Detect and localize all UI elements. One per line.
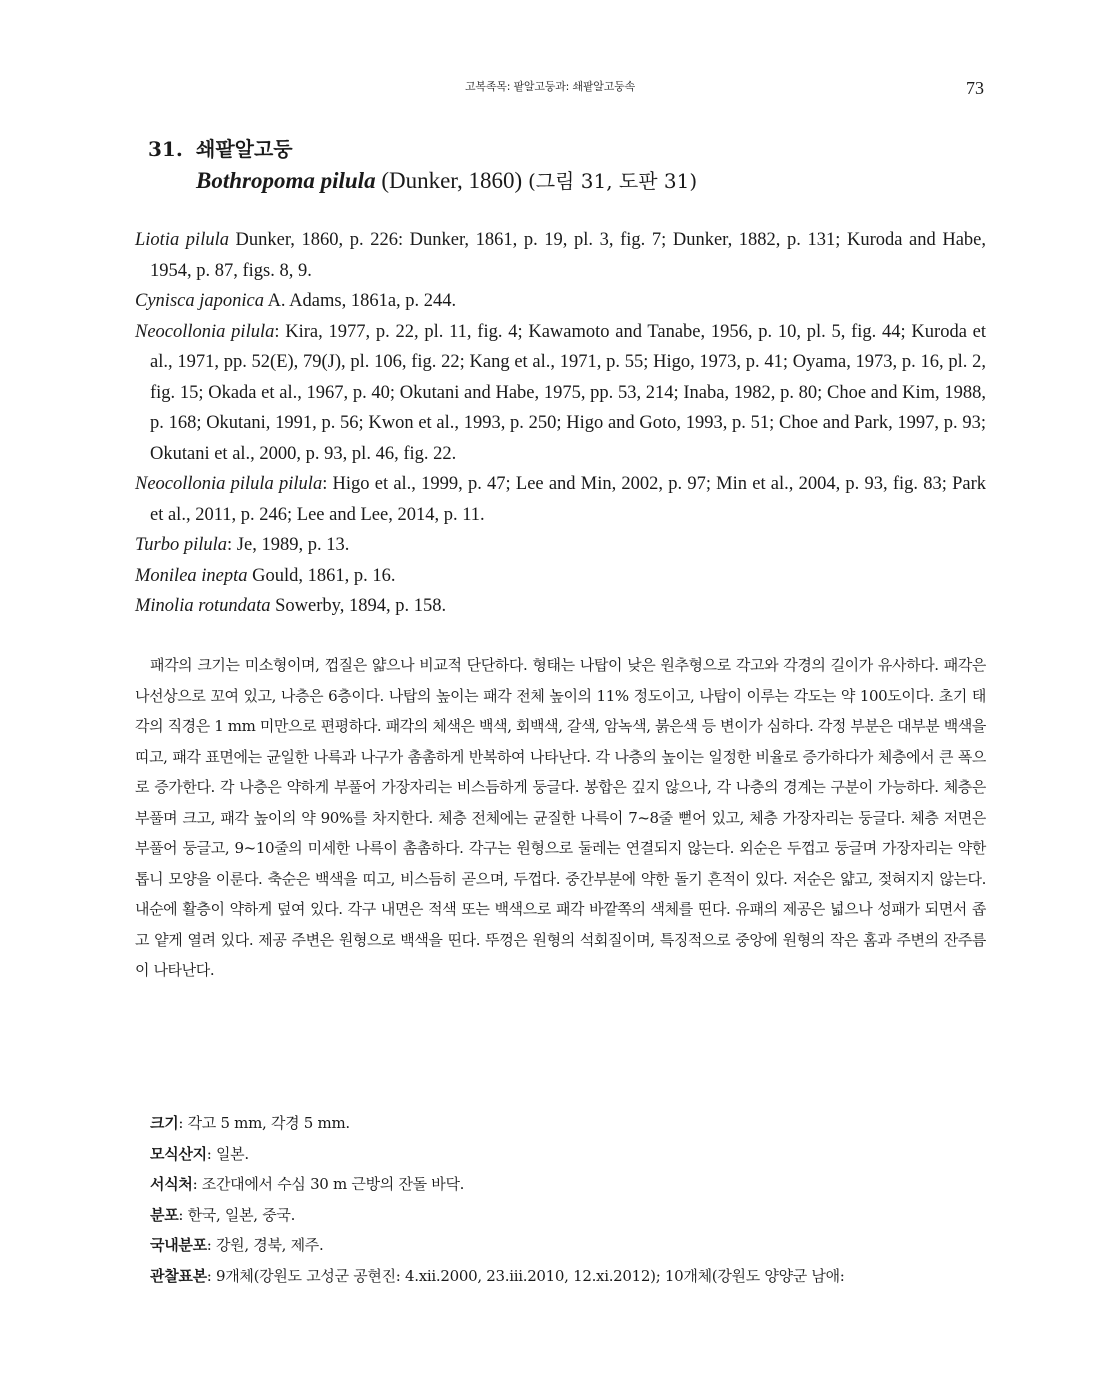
synonym-name: Neocollonia pilula pilula bbox=[135, 474, 323, 494]
synonym-name: Turbo pilula bbox=[135, 535, 228, 555]
fact-label: 모식산지 bbox=[150, 1144, 207, 1163]
fact-label: 국내분포 bbox=[150, 1236, 207, 1254]
synonym-refs: Dunker, 1860, p. 226: Dunker, 1861, p. 19, pl. 3, fig. 7; Dunker, 1882, p. 131; Kuroda and Habe, 1954, p. 87, figs. 8, 9. bbox=[150, 230, 986, 281]
synonym-entry bbox=[135, 317, 986, 470]
species-facts bbox=[150, 1108, 1000, 1291]
fact-label: 크기 bbox=[150, 1114, 179, 1132]
synonym-name: Liotia pilula bbox=[135, 230, 229, 250]
synonym-name: Neocollonia pilula bbox=[135, 321, 275, 342]
fact-value: : 조간대에서 수심 30 m 근방의 잔돌 바닥. bbox=[192, 1175, 465, 1193]
figure-reference: (그림 31, 도판 31) bbox=[527, 169, 698, 193]
fact-value: : 각고 5 mm, 각경 5 mm. bbox=[178, 1114, 350, 1132]
fact-size bbox=[150, 1108, 1000, 1139]
fact-label: 서식처 bbox=[150, 1175, 193, 1193]
fact-label: 분포 bbox=[150, 1205, 179, 1224]
synonym-entry bbox=[135, 225, 986, 286]
synonym-name: Minolia rotundata bbox=[135, 596, 271, 616]
fact-value: : 일본. bbox=[206, 1144, 249, 1163]
synonymy-list bbox=[135, 225, 986, 622]
fact-distribution bbox=[150, 1200, 1000, 1231]
fact-value: : 9개체(강원도 고성군 공현진: 4.xii.2000, 23.iii.2010, 12.xi.2012); 10개체(강원도 양양군 남애: bbox=[206, 1266, 845, 1285]
fact-type-locality bbox=[150, 1139, 1000, 1170]
fact-domestic-distribution bbox=[150, 1230, 1000, 1261]
fact-habitat bbox=[150, 1169, 1000, 1200]
species-title bbox=[148, 134, 998, 198]
species-scientific-name: Bothropoma pilula bbox=[196, 168, 376, 193]
synonym-refs: : Je, 1989, p. 13. bbox=[227, 535, 350, 555]
synonym-refs: : Kira, 1977, p. 22, pl. 11, fig. 4; Kawamoto and Tanabe, 1956, p. 10, pl. 5, fig. 44; Kuroda et al., 1971, pp. 52(E), 79(J), pl. 106, fig. 22; Kang et al., 1971, p. 55; Higo, 1973, p. 41; Oyama, 1973, p. 16, pl. 2, fig. 15; Okada et al., 1967, p. 40; Okutani and Habe, 1975, pp. 53, 214; Inaba, 1982, p. 80; Choe and Kim, 1988, p. 168; Okutani, 1991, p. 56; Kwon et al., 1993, p. 250; Higo and Goto, 1993, p. 51; Choe and Park, 1997, p. 93; Okutani et al., 2000, p. 93, pl. 46, fig. 22. bbox=[150, 321, 987, 464]
synonym-entry bbox=[135, 530, 986, 561]
page-number: 73 bbox=[966, 78, 984, 98]
fact-examined-specimens bbox=[150, 1261, 1000, 1292]
species-authority: (Dunker, 1860) bbox=[375, 168, 528, 193]
synonym-name: Cynisca japonica bbox=[135, 291, 264, 311]
fact-value: : 강원, 경북, 제주. bbox=[206, 1236, 324, 1254]
synonym-name: Monilea inepta bbox=[135, 565, 248, 586]
synonym-entry bbox=[135, 286, 986, 317]
synonym-entry bbox=[135, 591, 986, 622]
running-head: 고복족목: 팥알고둥과: 쇄팥알고둥속 bbox=[465, 80, 635, 93]
species-number: 31. bbox=[148, 137, 183, 161]
synonym-entry bbox=[135, 469, 986, 530]
synonym-refs: A. Adams, 1861a, p. 244. bbox=[263, 291, 457, 311]
fact-label: 관찰표본 bbox=[150, 1266, 207, 1285]
synonym-refs: : Higo et al., 1999, p. 47; Lee and Min, 2002, p. 97; Min et al., 2004, p. 93, fig. 83; Park et al., 2011, p. 246; Lee and Lee, 2014, p. 11. bbox=[150, 474, 986, 525]
synonym-refs: Gould, 1861, p. 16. bbox=[247, 565, 396, 586]
synonym-refs: Sowerby, 1894, p. 158. bbox=[270, 596, 447, 616]
description-paragraph: 패각의 크기는 미소형이며, 껍질은 얇으나 비교적 단단하다. 형태는 나탑이 낮은 원추형으로 각고와 각경의 길이가 유사하다. 패각은 나선상으로 꼬여 있고, 나층은 6층이다. 나탑의 높이는 패각 전체 높이의 11% 정도이고, 나탑이 이루는 각도는 약 100도이다. 초기 태각의 직경은 1 mm 미만으로 편평하다. 패각의 체색은 백색, 회백색, 갈색, 암녹색, 붉은색 등 변이가 심하다. 각정 부분은 대부분 백색을 띠고, 패각 표면에는 균일한 나륵과 나구가 촘촘하게 반복하여 나타난다. 각 나층의 높이는 일정한 비율로 증가하다가 체층에서 큰 폭으로 증가한다. 각 나층은 약하게 부풀어 가장자리는 비스듬하게 둥글다. 봉합은 깊지 않으나, 각 나층의 경계는 구분이 가능하다. 체층은 부풀며 크고, 패각 높이의 약 90%를 차지한다. 체층 전체에는 균질한 나륵이 7~8줄 뻗어 있고, 체층 가장자리는 둥글다. 체층 저면은 부풀어 둥글고, 9~10줄의 미세한 나륵이 촘촘하다. 각구는 원형으로 둘레는 연결되지 않는다. 외순은 두껍고 둥글며 가장자리는 약한 톱니 모양을 이룬다. 축순은 백색을 띠고, 비스듬히 곧으며, 두껍다. 중간부분에 약한 돌기 흔적이 있다. 저순은 얇고, 젖혀지지 않는다. 내순에 활층이 약하게 덮여 있다. 각구 내면은 적색 또는 백색으로 패각 바깥쪽의 색체를 띤다. 유패의 제공은 넓으나 성패가 되면서 좁고 얕게 열려 있다. 제공 주변은 원형으로 백색을 띤다. 뚜껑은 원형의 석회질이며, 특징적으로 중앙에 원형의 작은 홈과 주변의 잔주름이 나타난다. bbox=[135, 656, 986, 979]
species-korean-name: 쇄팥알고둥 bbox=[196, 137, 293, 161]
fact-value: : 한국, 일본, 중국. bbox=[178, 1205, 296, 1224]
synonym-entry bbox=[135, 561, 986, 592]
